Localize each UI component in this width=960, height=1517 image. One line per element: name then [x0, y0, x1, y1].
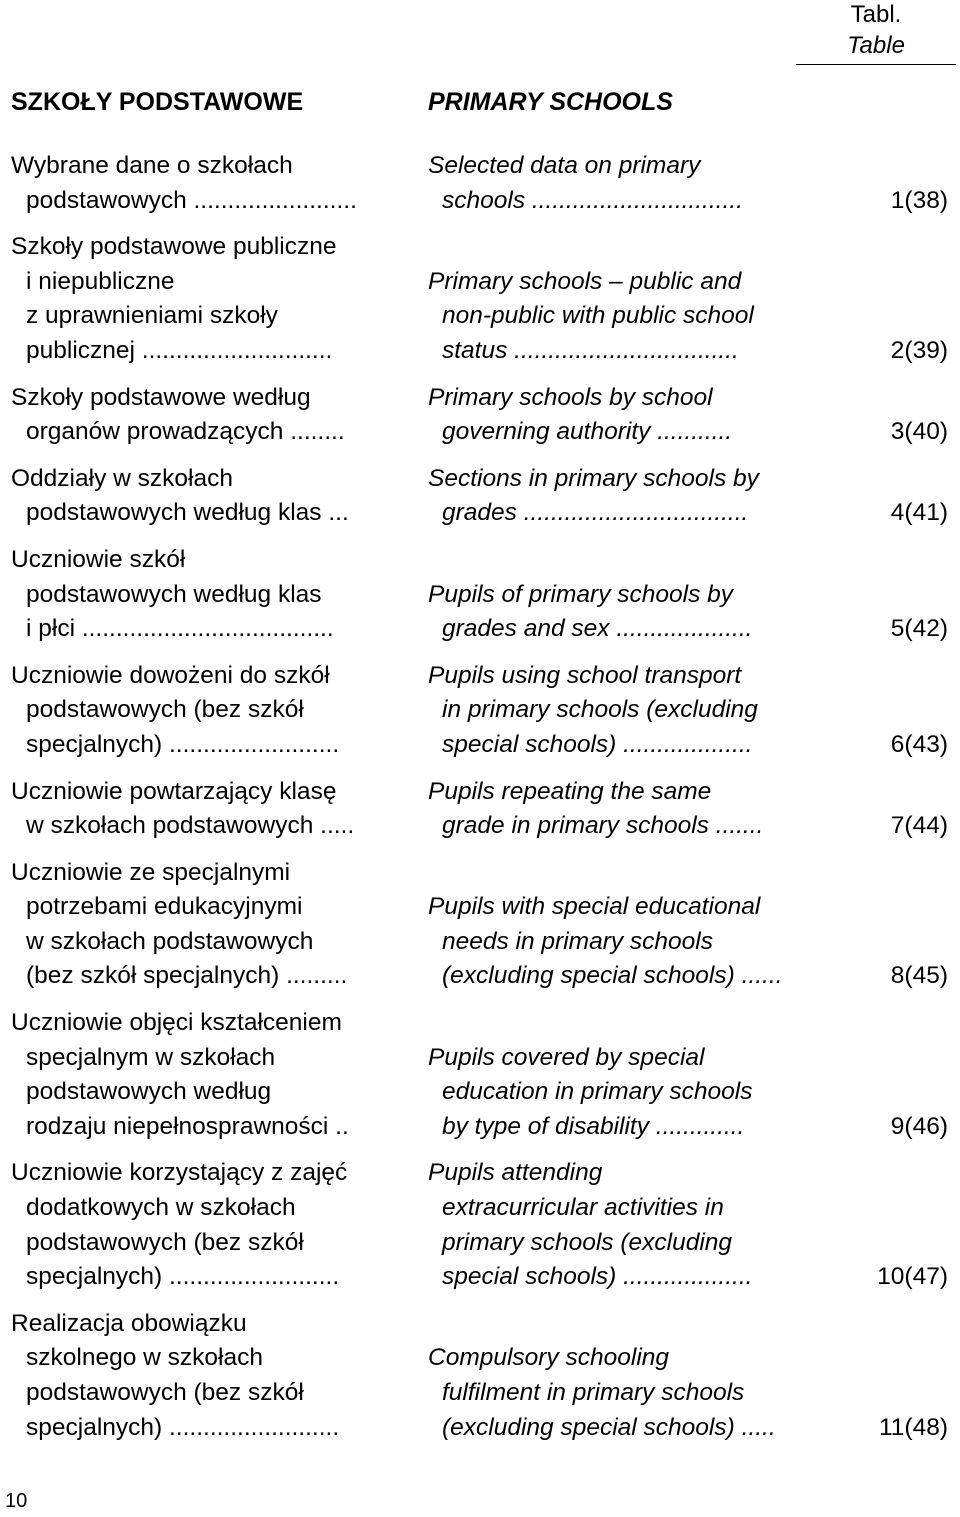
entry-title-en: (excluding special schools) ......: [442, 962, 783, 990]
entry-title-en: Compulsory schooling: [428, 1344, 670, 1372]
entry-title-en: Sections in primary schools by: [428, 464, 759, 492]
entry-title-en: Primary schools – public and: [428, 267, 742, 295]
toc-entry-line: [0, 415, 960, 450]
entry-title-en: Pupils attending: [428, 1159, 603, 1187]
toc-entry-line: [0, 775, 960, 810]
entry-title-pl: specjalnym w szkołach: [26, 1043, 276, 1071]
section-title-en: PRIMARY SCHOOLS: [428, 88, 673, 116]
toc-entry[interactable]: [0, 1156, 960, 1294]
entry-title-pl: rodzaju niepełnosprawności ..: [26, 1112, 349, 1140]
entry-table-number: 10(47): [877, 1263, 948, 1291]
entry-title-en: primary schools (excluding: [442, 1228, 733, 1256]
entry-title-en: Pupils covered by special: [428, 1043, 705, 1071]
toc-entry-line: [0, 1226, 960, 1261]
entry-title-pl: Wybrane dane o szkołach: [11, 152, 293, 179]
toc-entry-line: [0, 659, 960, 694]
entry-title-pl: podstawowych (bez szkół: [26, 1228, 304, 1256]
entry-title-en: grades .................................: [442, 499, 749, 527]
toc-entry[interactable]: [0, 543, 960, 647]
entry-title-pl: Realizacja obowiązku: [11, 1309, 247, 1337]
entry-title-en: education in primary schools: [442, 1078, 753, 1106]
entry-title-pl: Uczniowie korzystający z zajęć: [11, 1159, 348, 1187]
entry-title-pl: podstawowych ........................: [26, 186, 357, 214]
entry-title-en: fulfilment in primary schools: [442, 1379, 745, 1406]
toc-entry-line: [0, 1341, 960, 1376]
entry-title-en: by type of disability .............: [442, 1112, 745, 1140]
entry-title-en: Pupils using school transport: [428, 661, 742, 689]
entry-title-en: Pupils of primary schools by: [428, 580, 734, 608]
toc-entry[interactable]: [0, 230, 960, 368]
entry-title-pl: specjalnych) .........................: [26, 1263, 340, 1291]
entry-title-pl: specjalnych) .........................: [26, 1413, 340, 1441]
table-of-contents: [0, 149, 960, 1457]
table-label-en: Table: [847, 32, 905, 59]
entry-title-pl: Uczniowie dowożeni do szkół: [11, 661, 330, 689]
entry-title-en: extracurricular activities in: [442, 1194, 724, 1222]
entry-table-number: 8(45): [890, 962, 948, 990]
entry-title-en: Pupils with special educational: [428, 893, 761, 921]
entry-title-en: special schools) ...................: [442, 1263, 753, 1291]
entry-title-en: special schools) ...................: [442, 730, 753, 758]
entry-title-pl: podstawowych według klas ...: [26, 499, 349, 527]
toc-entry-line: [0, 809, 960, 844]
entry-title-en: grades and sex ....................: [442, 615, 753, 643]
entry-table-number: 7(44): [890, 812, 948, 840]
toc-entry-line: [0, 1110, 960, 1145]
page-number: 10: [5, 1490, 28, 1512]
toc-entry-line: [0, 1376, 960, 1411]
entry-title-pl: szkolnego w szkołach: [26, 1344, 263, 1372]
entry-title-pl: w szkołach podstawowych: [26, 927, 314, 955]
entry-table-number: 9(46): [890, 1112, 948, 1140]
toc-entry-line: [0, 1307, 960, 1342]
toc-entry-line: [0, 299, 960, 334]
toc-entry[interactable]: [0, 1307, 960, 1445]
toc-entry[interactable]: [0, 856, 960, 994]
toc-entry[interactable]: [0, 775, 960, 844]
toc-entry-line: [0, 1075, 960, 1110]
entry-title-pl: podstawowych (bez szkół: [26, 696, 304, 724]
entry-title-pl: specjalnych) .........................: [26, 730, 340, 758]
entry-title-pl: dodatkowych w szkołach: [26, 1194, 296, 1222]
entry-table-number: 11(48): [878, 1413, 948, 1441]
entry-title-pl: organów prowadzących ........: [26, 418, 345, 446]
entry-title-pl: publicznej ............................: [26, 336, 333, 364]
entry-title-pl: Szkoły podstawowe publiczne: [11, 233, 337, 261]
entry-title-en: schools ...............................: [442, 186, 743, 214]
entry-table-number: 4(41): [890, 499, 948, 527]
toc-entry-line: [0, 612, 960, 647]
section-header: [0, 88, 960, 122]
toc-entry-line: [0, 265, 960, 300]
toc-entry[interactable]: [0, 462, 960, 531]
entry-title-pl: w szkołach podstawowych .....: [26, 812, 355, 840]
entry-title-pl: podstawowych (bez szkół: [26, 1379, 304, 1406]
entry-title-en: Primary schools by school: [428, 383, 713, 411]
entry-title-pl: i płci .....................................: [26, 615, 334, 643]
entry-table-number: 6(43): [890, 730, 948, 758]
entry-title-pl: (bez szkół specjalnych) .........: [26, 962, 348, 990]
toc-entry-line: [0, 230, 960, 265]
entry-title-en: needs in primary schools: [442, 927, 713, 955]
toc-entry-line: [0, 543, 960, 578]
toc-entry-line: [0, 149, 960, 184]
entry-title-pl: Szkoły podstawowe według: [11, 383, 311, 411]
toc-entry-line: [0, 1191, 960, 1226]
entry-table-number: 2(39): [890, 336, 948, 364]
toc-entry-line: [0, 693, 960, 728]
toc-entry-line: [0, 1006, 960, 1041]
toc-entry-line: [0, 1041, 960, 1076]
entry-title-en: Pupils repeating the same: [428, 777, 712, 805]
entry-title-en: grade in primary schools .......: [442, 812, 764, 840]
entry-title-en: governing authority ...........: [442, 418, 733, 446]
toc-entry[interactable]: [0, 381, 960, 450]
toc-entry-line: [0, 462, 960, 497]
toc-entry-line: [0, 856, 960, 891]
entry-title-pl: potrzebami edukacyjnymi: [26, 893, 303, 921]
toc-entry[interactable]: [0, 659, 960, 763]
toc-entry-line: [0, 381, 960, 416]
entry-title-pl: Oddziały w szkołach: [11, 464, 233, 492]
entry-title-en: status .................................: [442, 336, 739, 364]
entry-title-pl: Uczniowie szkół: [11, 545, 186, 573]
toc-entry-line: [0, 184, 960, 219]
toc-entry-line: [0, 496, 960, 531]
entry-title-en: in primary schools (excluding: [442, 696, 758, 724]
toc-entry-line: [0, 959, 960, 994]
entry-table-number: 3(40): [890, 418, 948, 446]
entry-title-pl: Uczniowie ze specjalnymi: [11, 858, 291, 886]
section-title-pl: SZKOŁY PODSTAWOWE: [11, 88, 304, 116]
toc-entry-line: [0, 925, 960, 960]
toc-entry[interactable]: [0, 149, 960, 218]
entry-table-number: 1(38): [890, 186, 948, 214]
toc-entry-line: [0, 334, 960, 369]
entry-title-pl: Uczniowie objęci kształceniem: [11, 1009, 342, 1037]
entry-title-en: non-public with public school: [442, 302, 754, 330]
toc-entry-line: [0, 728, 960, 763]
entry-title-en: (excluding special schools) .....: [442, 1413, 776, 1441]
toc-entry-line: [0, 1411, 960, 1446]
entry-title-pl: i niepubliczne: [26, 267, 175, 295]
table-label: [796, 0, 956, 65]
entry-title-pl: z uprawnieniami szkoły: [26, 302, 278, 330]
entry-title-pl: podstawowych według klas: [26, 580, 322, 608]
toc-entry-line: [0, 890, 960, 925]
entry-table-number: 5(42): [890, 615, 948, 643]
toc-entry[interactable]: [0, 1006, 960, 1144]
entry-title-en: Selected data on primary: [428, 152, 701, 179]
toc-entry-line: [0, 1260, 960, 1295]
toc-entry-line: [0, 1156, 960, 1191]
table-label-pl: Tabl.: [850, 1, 902, 28]
entry-title-pl: Uczniowie powtarzający klasę: [11, 777, 337, 805]
toc-entry-line: [0, 578, 960, 613]
entry-title-pl: podstawowych według: [26, 1078, 272, 1106]
